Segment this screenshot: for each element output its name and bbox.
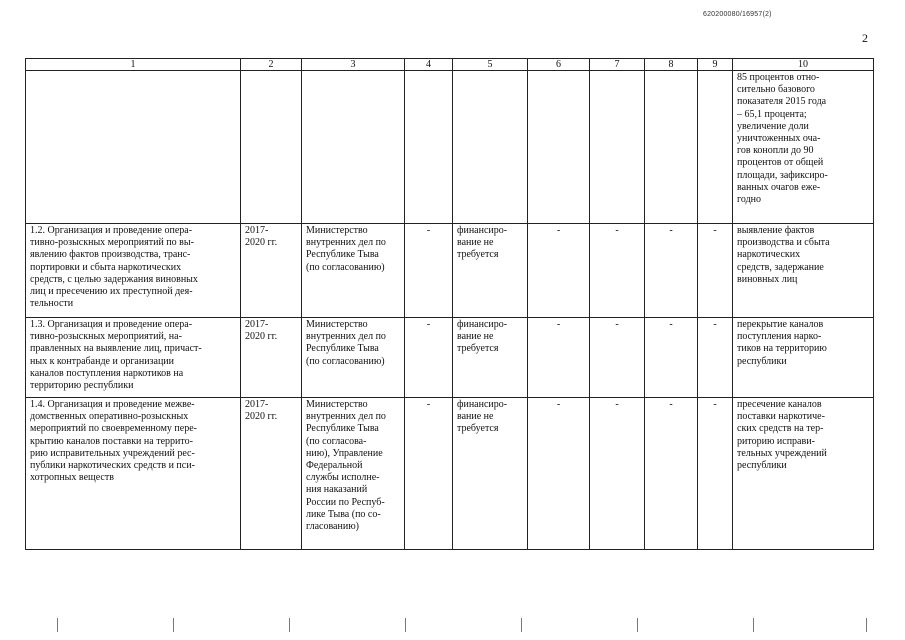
measure-cell [26, 398, 241, 550]
funding-cell [453, 318, 528, 398]
col6-cell: - [528, 224, 590, 318]
scan-mark [637, 618, 638, 632]
executor-text: Министерство внутренних дел по Республике Тыва (по согласованию) [306, 225, 386, 273]
executor-cell [302, 224, 405, 318]
col7-cell: - [590, 224, 645, 318]
funding-text: финансиро- вание не требуется [457, 319, 508, 355]
header-col-6: 6 [528, 59, 590, 71]
header-col-4: 4 [405, 59, 453, 71]
table-row-continuation [26, 71, 874, 224]
header-col-9: 9 [698, 59, 733, 71]
table-header [26, 59, 874, 71]
measure-text: 1.2. Организация и проведение опера- тивно-розыскных мероприятий по вы- явлению фактов производства, транс- портировки и сбыта наркотических средств, с целью задержания виновных лиц и пресечению их преступной дея- тельности [30, 225, 198, 310]
scan-mark [173, 618, 174, 632]
executor-cell [302, 398, 405, 550]
col4-cell: - [405, 318, 453, 398]
header-col-1: 1 [26, 59, 241, 71]
period-cell [241, 224, 302, 318]
funding-cell [453, 398, 528, 550]
result-cell [733, 398, 874, 550]
col8-cell: - [645, 318, 698, 398]
funding-cell [453, 224, 528, 318]
table-cell [528, 71, 590, 224]
scan-mark [866, 618, 867, 632]
result-text: выявление фактов производства и сбыта наркотических средств, задержание виновных лиц [737, 225, 830, 285]
header-row [26, 59, 874, 71]
header-col-3: 3 [302, 59, 405, 71]
table-cell [590, 71, 645, 224]
table-cell [405, 71, 453, 224]
col9-cell: - [698, 224, 733, 318]
result-cell [733, 318, 874, 398]
page-number: 2 [862, 31, 868, 45]
result-text: перекрытие каналов поступления нарко- тиков на территорию республики [737, 319, 827, 367]
period-cell [241, 398, 302, 550]
executor-text: Министерство внутренних дел по Республике Тыва (по согласова- нию), Управление Федеральной службы исполне- ния наказаний России по Респуб- лике Тыва (по со- гласованию) [306, 399, 386, 533]
header-col-10: 10 [733, 59, 874, 71]
result-cell [733, 224, 874, 318]
result-text: 85 процентов отно- сительно базового показателя 2015 года – 65,1 процента; увеличение доли уничтоженных оча- гов конопли до 90 процентов от общей площади, зафиксиро- ванных очагов еже- годно [737, 72, 828, 206]
measure-cell [26, 318, 241, 398]
header-col-2: 2 [241, 59, 302, 71]
period-text: 2017- 2020 гг. [245, 319, 278, 343]
measures-table [25, 58, 874, 550]
col4-cell: - [405, 224, 453, 318]
col8-cell: - [645, 398, 698, 550]
header-col-7: 7 [590, 59, 645, 71]
scan-mark [521, 618, 522, 632]
scan-mark [57, 618, 58, 632]
table-cell [241, 71, 302, 224]
funding-text: финансиро- вание не требуется [457, 399, 508, 435]
col6-cell: - [528, 318, 590, 398]
table-cell [26, 71, 241, 224]
col8-cell: - [645, 224, 698, 318]
scan-margin-marks [0, 618, 905, 634]
col9-cell: - [698, 398, 733, 550]
header-col-5: 5 [453, 59, 528, 71]
scan-mark [405, 618, 406, 632]
period-cell [241, 318, 302, 398]
executor-cell [302, 318, 405, 398]
table-cell [302, 71, 405, 224]
col9-cell: - [698, 318, 733, 398]
result-cell [733, 71, 874, 224]
funding-text: финансиро- вание не требуется [457, 225, 508, 261]
scan-mark [289, 618, 290, 632]
col4-cell: - [405, 398, 453, 550]
period-text: 2017- 2020 гг. [245, 225, 278, 249]
col6-cell: - [528, 398, 590, 550]
measure-text: 1.4. Организация и проведение межве- домственных оперативно-розыскных мероприятий по своевременному пере- крытию каналов поставки на террито- рию исправительных учреждений рес- публики наркотических средств и пси- хотропных веществ [30, 399, 197, 484]
document-id: 620200080/16957(2) [703, 11, 772, 18]
result-text: пресечение каналов поставки наркотиче- ских средств на тер- риторию исправи- тельных учреждений республики [737, 399, 827, 472]
header-col-8: 8 [645, 59, 698, 71]
scan-mark [753, 618, 754, 632]
table-cell [698, 71, 733, 224]
table-row [26, 318, 874, 398]
measure-cell [26, 224, 241, 318]
table-cell [645, 71, 698, 224]
executor-text: Министерство внутренних дел по Республике Тыва (по согласованию) [306, 319, 386, 367]
table-row [26, 224, 874, 318]
measure-text: 1.3. Организация и проведение опера- тивно-розыскных мероприятий, на- правленных на выявление лиц, причаст- ных к контрабанде и организации каналов поступления наркотиков на территорию республики [30, 319, 202, 392]
period-text: 2017- 2020 гг. [245, 399, 278, 423]
table-cell [453, 71, 528, 224]
col7-cell: - [590, 318, 645, 398]
table-row [26, 398, 874, 550]
col7-cell: - [590, 398, 645, 550]
